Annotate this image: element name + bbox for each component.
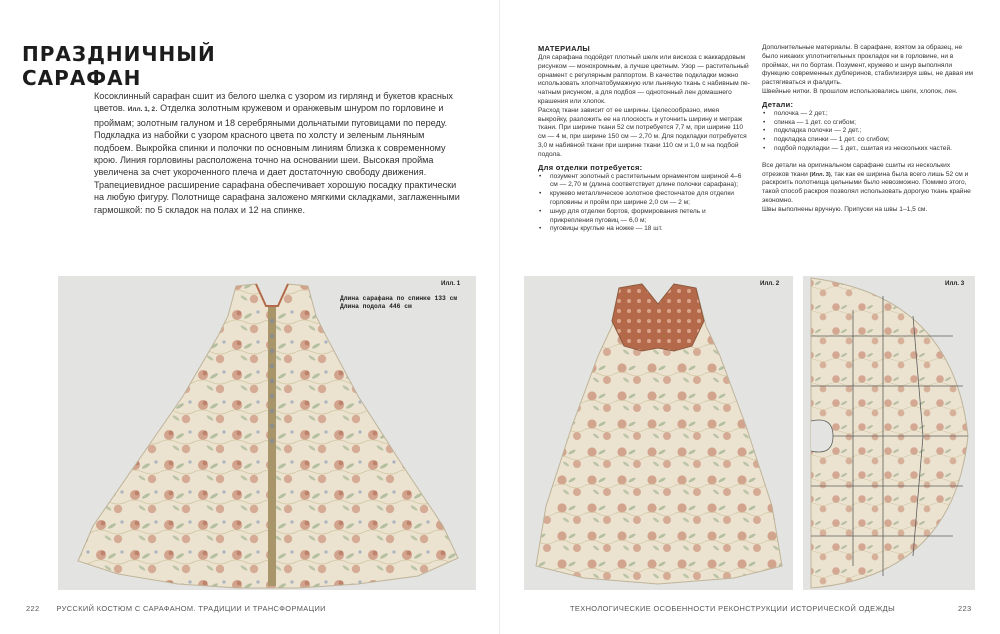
intro-paragraph (94, 90, 466, 216)
details-item: • спинка — 1 дет. со сгибом; (762, 119, 976, 128)
page-title (22, 42, 322, 90)
details-heading: Детали: (762, 99, 794, 109)
cutting-layout-image (803, 276, 975, 590)
sarafan-front-image (58, 276, 476, 590)
consumption-paragraph: Расход ткани зависит от ее ширины. Целесообразно, имея выкройку, разложить ее на плоскость и уточнить ширину и метраж ткани. При ширине ткани 52 см потребуется 7,7 м, при ширине 110 см — 4 м, при ширине 150 см — 2,70 м. Для подкладки потребуется 3,0 м набивной ткани при ширине ткани 110 см и 1,0 м на подбой подола. (538, 106, 747, 158)
details-item: • подбой подкладки — 1 дет., сшитая из нескольких частей. (762, 145, 976, 154)
seams-paragraph: Швы выполнены вручную. Припуски на швы 1–1,5 см. (762, 205, 928, 213)
page-number-left: 222 (26, 604, 40, 613)
running-title-right: ТЕХНОЛОГИЧЕСКИЕ ОСОБЕННОСТИ РЕКОНСТРУКЦИИ ИСТОРИЧЕСКОЙ ОДЕЖДЫ (570, 604, 896, 613)
illustration-2-label: Илл. 2 (760, 280, 780, 287)
threads-paragraph: Швейные нитки. В прошлом использовались шелк, хлопок, лен. (762, 87, 958, 95)
materials-column (538, 44, 750, 234)
extra-materials-paragraph: Дополнительные материалы. В сарафане, взятом за образец, не было никаких уплотнительных прокладок ни в горловине, ни в проймах, ни по бортам. Позумент, кружево и шнур выполняли функцию современных дублеринов, стабилизируя швы, не давая им растягиваться и фалдить. (762, 44, 974, 87)
details-item: • подкладка спинки — 1 дет. со сгибом; (762, 136, 976, 145)
details-item: • подкладка полочки — 2 дет.; (762, 127, 976, 136)
page-number-right: 223 (958, 604, 972, 613)
trim-item: • позумент золотный с растительным орнаментом шириной 4–6 см — 2,70 м (длина соответствует длине полочки сарафана); (538, 173, 750, 191)
cutting-text-a: Все детали на оригинальном сарафане сшиты из нескольких отрезков ткани (762, 161, 951, 178)
dimensions-note (340, 295, 457, 311)
trim-item: • шнур для отделки бортов, формирования петель и прикрепления пуговиц — 6,0 м; (538, 208, 750, 226)
materials-paragraph: Для сарафана подойдет плотный шелк или вискоза с жаккардовым рисунком — монохромным, а лучше цветным. Узор — растительный орнамент с регулярным раппортом. В качестве подкладки можно использовать хлопчатобумажную или льняную ткань с набивным печатным рисунком, а для подбоя — однотонный лен домашнего крашения или хлопок. (538, 54, 750, 105)
trim-item: • кружево металлическое золотное фестончатое для отделки горловины и пройм при ширине 2,0 см — 2 м; (538, 190, 750, 208)
intro-illustration-ref: Илл. 1, 2 (127, 106, 156, 114)
illustration-1-photo (58, 276, 476, 590)
details-item: • полочка — 2 дет.; (762, 110, 976, 119)
running-title-left: РУССКИЙ КОСТЮМ С САРАФАНОМ. ТРАДИЦИИ И ТРАНСФОРМАЦИИ (56, 604, 326, 613)
intro-text-b: . Отделка золотным кружевом и оранжевым шнуром по горловине и проймам; золотным галуном и 18 серебряными дольчатыми пуговицами по переду. Подкладка из набойки с узором красного цвета по холсту и зеленым льняным подбоем. Выкройка спинки и полочки по основным линиям близка к современному крою. Линия горловины расположена точно на основании шеи. Высокая пройма увеличена за счет укороченного плеча и дает достаточную свободу движения. Трапециевидное расширение сарафана обеспечивает хорошую посадку практически на любую фигуру. Полотнище сарафана заложено мягкими складками, заглаженными гармошкой: по 5 складок на полах и 12 на спинке. (94, 103, 460, 215)
details-list (762, 110, 976, 154)
details-column (762, 44, 976, 215)
trim-item: • пуговицы круглые на ножке — 18 шт. (538, 225, 750, 234)
illustration-2-photo (524, 276, 793, 590)
cutting-paragraph (762, 162, 976, 206)
trim-heading: Для отделки потребуется: (538, 162, 643, 172)
materials-heading: МАТЕРИАЛЫ (538, 44, 591, 53)
illustration-1-label: Илл. 1 (441, 280, 461, 287)
folio-left (26, 604, 326, 613)
title-line-2: САРАФАН (22, 66, 142, 90)
cutting-text-b: , так как ее ширина была всего лишь 52 см и раскроить полотнища цельными было невозможно. Помимо этого, такой способ раскроя позволял использовать дорогую ткань крайне экономно. (762, 170, 971, 204)
trim-list (538, 173, 750, 235)
back-length-text: Длина сарафана по спинке 133 см (340, 295, 458, 302)
intro-text-a: Косоклинный сарафан сшит из белого шелка с узором из гирлянд и букетов красных цветов. (94, 91, 453, 114)
hem-length-text: Длина подола 446 см (340, 303, 412, 310)
right-page (500, 0, 1000, 634)
sarafan-back-image (524, 276, 793, 590)
folio-right (570, 604, 895, 613)
illustration-3-photo (803, 276, 975, 590)
cutting-illustration-ref: (Илл. 3) (809, 171, 831, 178)
illustration-3-label: Илл. 3 (945, 280, 965, 287)
title-line-1: ПРАЗДНИЧНЫЙ (22, 42, 216, 66)
